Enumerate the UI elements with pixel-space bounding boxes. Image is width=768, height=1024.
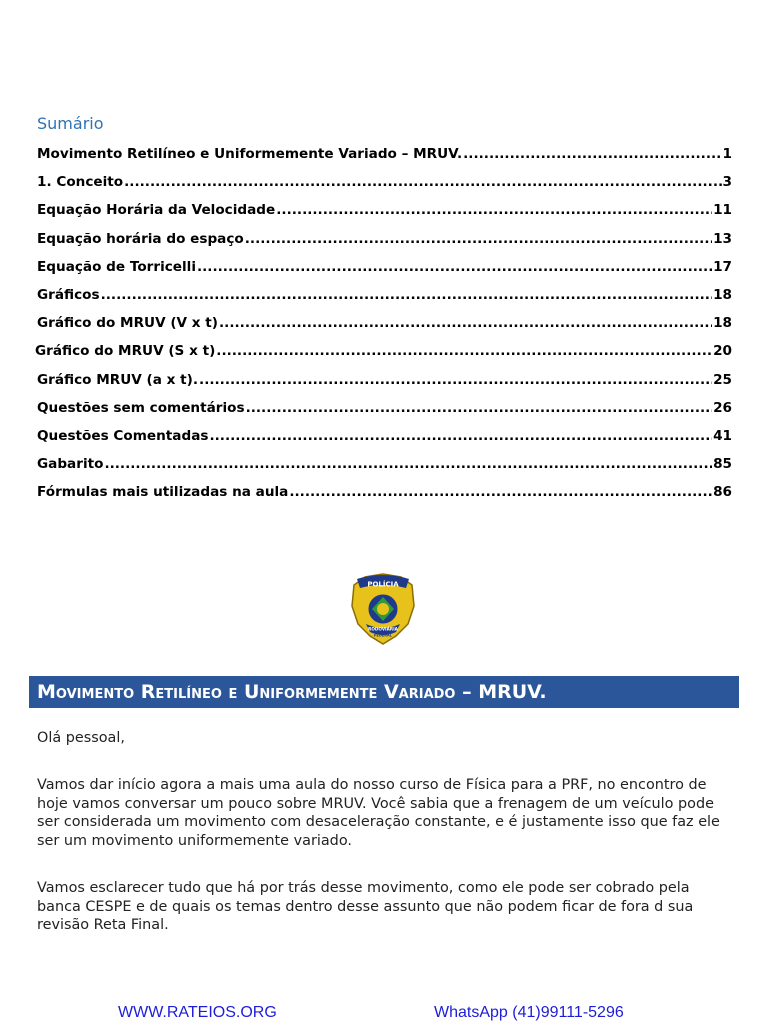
toc-leader-dots [219,315,712,331]
toc-entry[interactable] [37,484,732,512]
toc-leader-dots [216,343,712,359]
svg-text:FEDERAL: FEDERAL [373,633,393,638]
toc-entry-page: 1 [722,146,732,162]
toc-entry-page: 18 [713,286,732,303]
intro-paragraph: Vamos dar início agora a mais uma aula do nosso curso de Física para a PRF, no encontro de hoje vamos conversar um pouco sobre MRUV. Você sabia que a frenagem de um veículo pode ser considerada um movimento com desaceleração constante, e é justamente isso que faz ele ser um movimento uniformemente variado. [37,777,720,849]
footer-website-link[interactable]: WWW.RATEIOS.ORG [118,1004,277,1021]
section-banner [29,676,739,708]
greeting-paragraph: Olá pessoal, [37,730,125,746]
toc-entry[interactable] [37,315,732,343]
toc-entry-page: 11 [713,202,732,219]
toc-entry-label: Gráficos [37,286,100,303]
toc-entry-page: 13 [713,230,732,247]
section-heading: Movimento Retilíneo e Uniformemente Variado – MRUV. [37,681,547,703]
toc-entry-page: 20 [713,343,732,360]
table-of-contents [37,146,732,512]
toc-leader-dots [104,456,712,472]
toc-entry-label: Gráfico do MRUV (V x t) [37,315,219,332]
toc-entry-label: Gabarito [37,456,104,473]
body-paragraph: Vamos esclarecer tudo que há por trás desse movimento, como ele pode ser cobrado pela banca CESPE e de quais os temas dentro desse assunto que não podem ficar de fora d sua revisão Reta Final. [37,880,694,933]
toc-entry[interactable] [37,174,732,202]
toc-entry[interactable] [37,456,732,484]
toc-leader-dots [245,231,712,247]
toc-entry-label: Equação de Torricelli [37,258,196,275]
svg-text:RODOVIÁRIA: RODOVIÁRIA [368,626,398,632]
toc-entry-page: 86 [713,484,732,501]
toc-entry-label: Fórmulas mais utilizadas na aula [37,484,289,501]
toc-entry-label: Questões sem comentários [37,399,245,416]
toc-entry-page: 41 [713,427,732,444]
toc-entry[interactable] [37,146,732,174]
toc-entry-page: 18 [713,315,732,332]
toc-entry-page: 3 [722,174,732,191]
toc-leader-dots [276,202,712,218]
footer-whatsapp-link[interactable]: WhatsApp (41)99111-5296 [434,1004,624,1021]
toc-entry-label: Questões Comentadas [37,427,209,444]
toc-entry[interactable] [37,287,732,315]
toc-title: Sumário [37,114,104,133]
toc-leader-dots [124,174,721,190]
toc-entry-label: Equação horária do espaço [37,230,244,247]
toc-entry-label: Gráfico do MRUV (S x t) [35,343,216,360]
toc-entry-page: 25 [713,371,732,388]
toc-entry-page: 85 [713,456,732,473]
prf-badge-logo [346,572,420,646]
toc-leader-dots [246,400,713,416]
toc-entry-label: 1. Conceito [37,174,124,191]
toc-leader-dots [463,146,721,162]
toc-leader-dots [101,287,712,303]
svg-text:POLÍCIA: POLÍCIA [367,580,399,589]
toc-entry[interactable] [37,231,732,259]
toc-leader-dots [197,259,712,275]
toc-entry[interactable] [35,343,732,371]
toc-entry[interactable] [37,400,732,428]
toc-entry[interactable] [37,202,732,230]
toc-entry-label: Gráfico MRUV (a x t). [37,371,199,388]
toc-entry-label: Movimento Retilíneo e Uniformemente Variado – MRUV. [37,146,463,162]
toc-entry-page: 17 [713,258,732,275]
toc-leader-dots [199,372,712,388]
toc-entry[interactable] [37,259,732,287]
toc-leader-dots [289,484,712,500]
toc-entry[interactable] [37,428,732,456]
toc-entry-page: 26 [713,399,732,416]
toc-entry-label: Equação Horária da Velocidade [37,202,276,219]
toc-leader-dots [209,428,712,444]
toc-entry[interactable] [37,372,732,400]
